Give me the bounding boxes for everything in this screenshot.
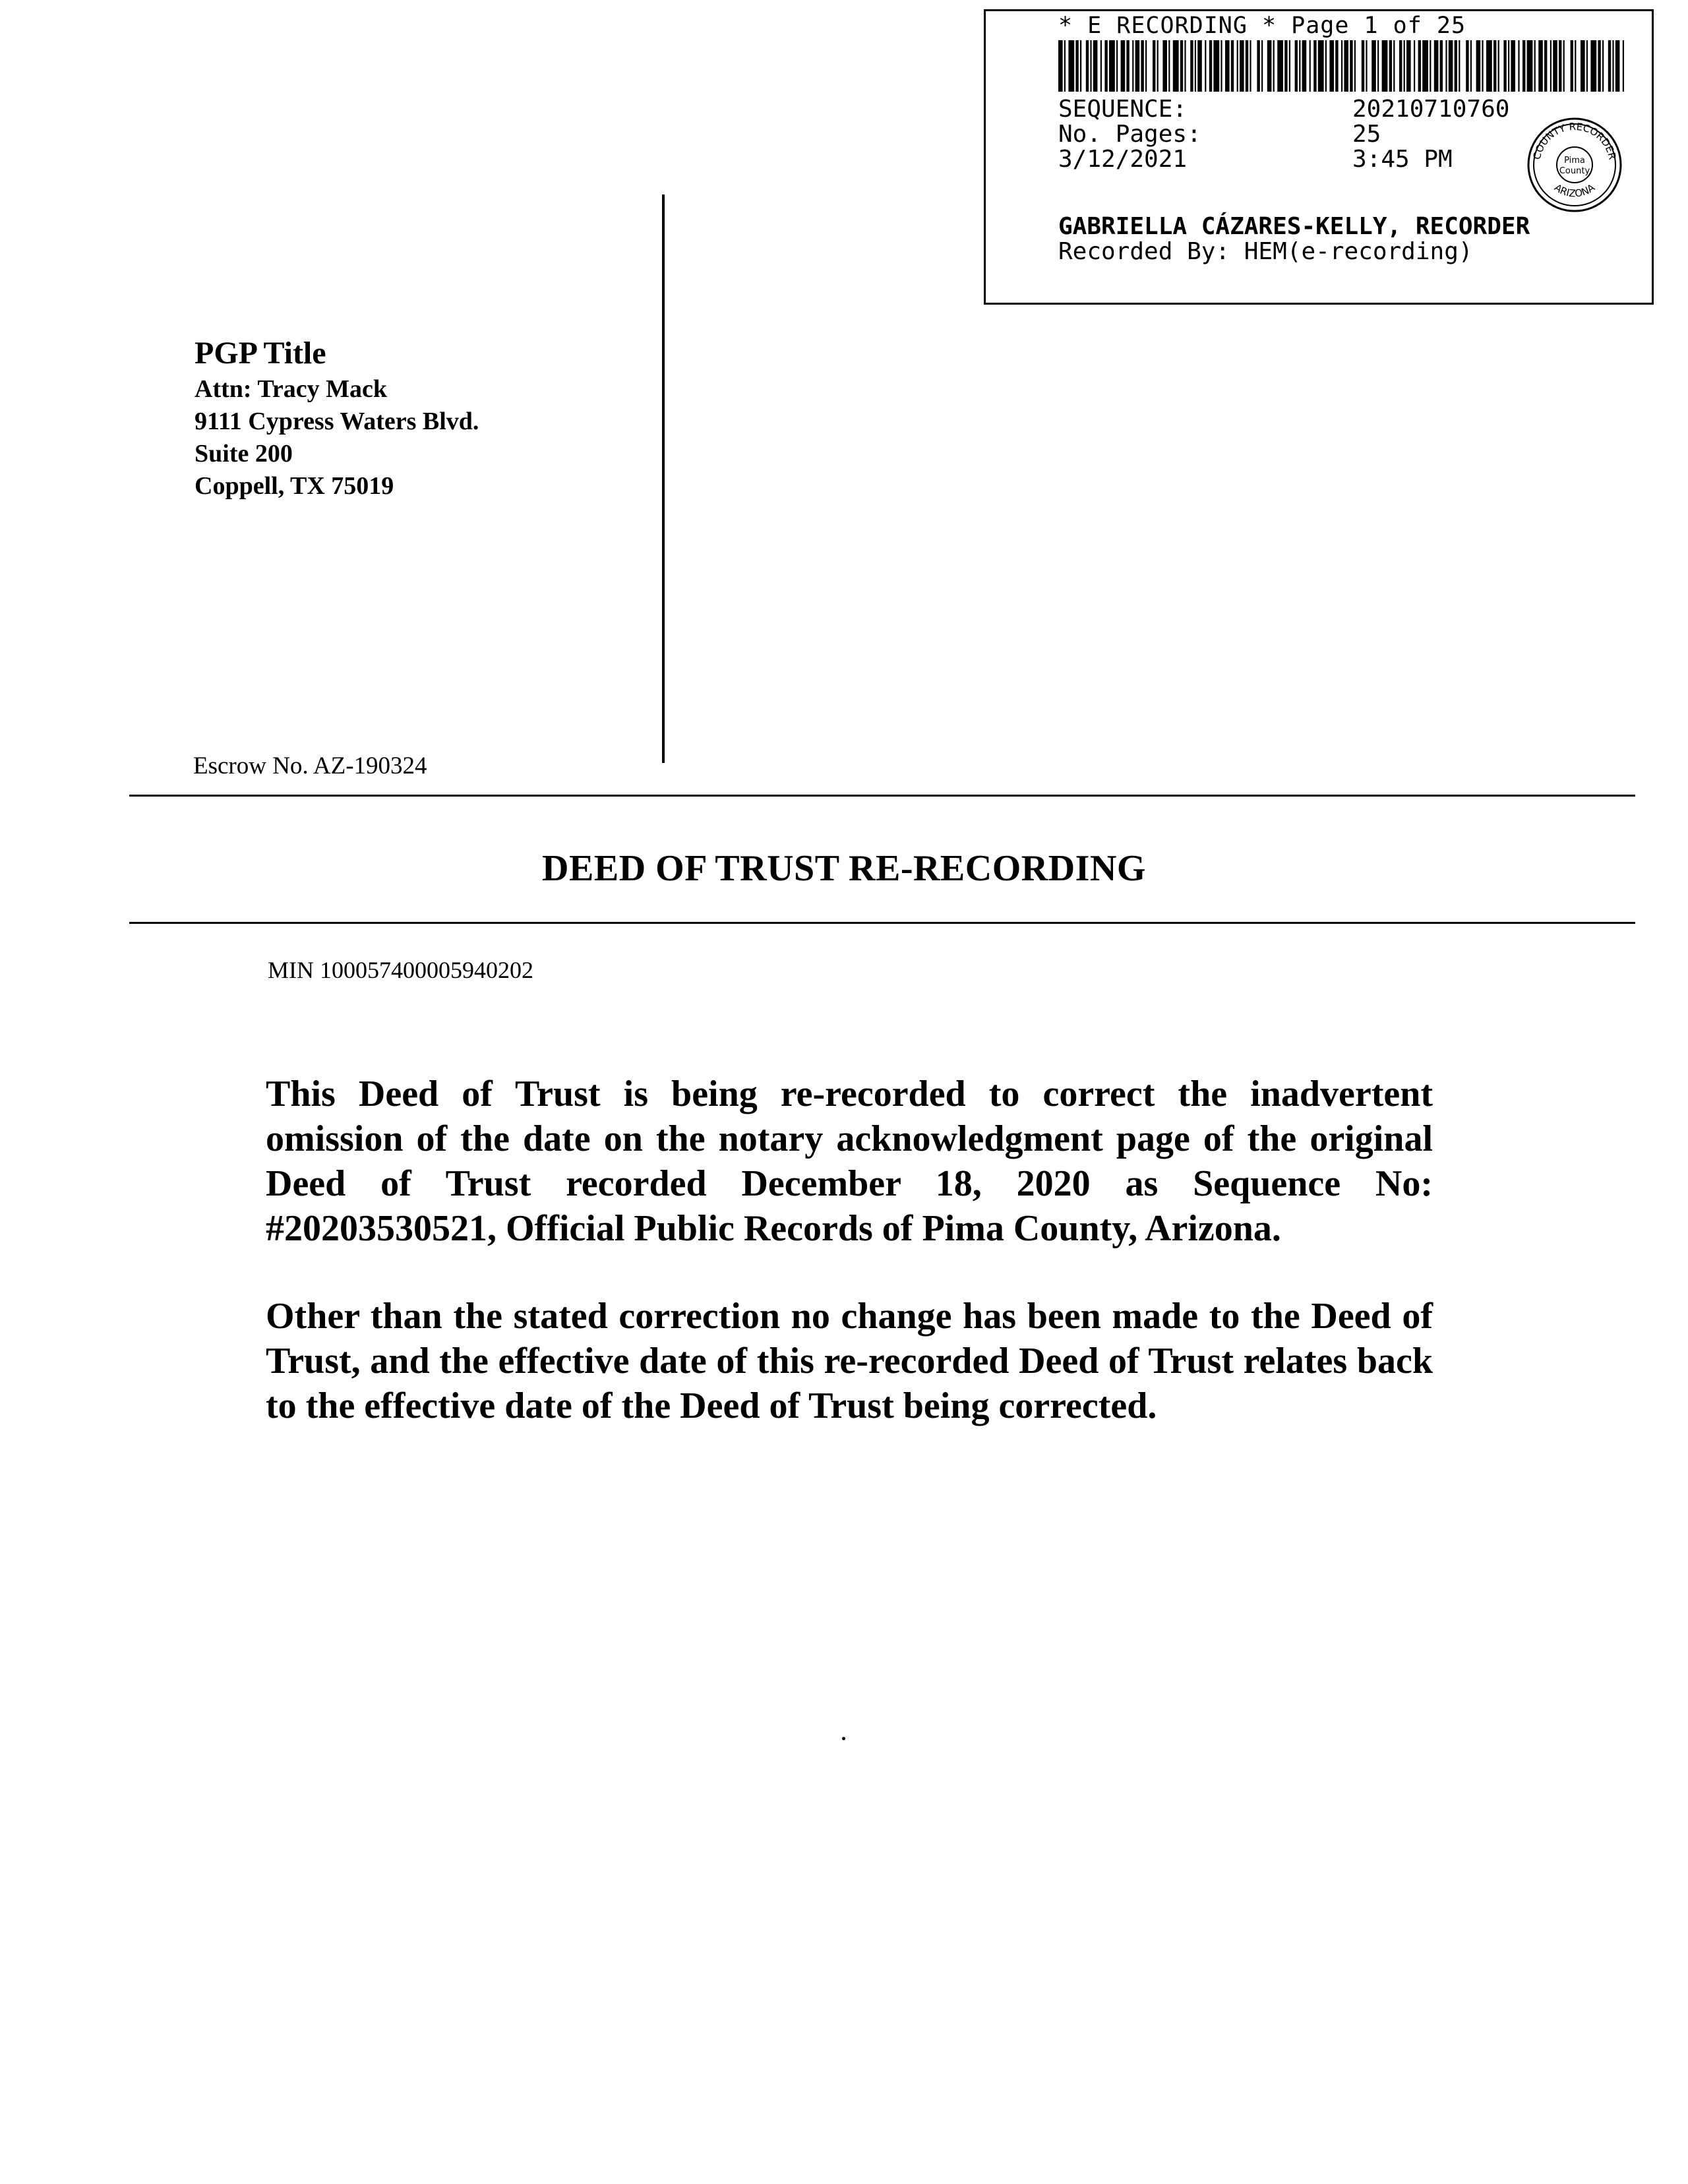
return-company: PGP Title <box>195 336 326 371</box>
svg-text:ARIZONA: ARIZONA <box>1552 181 1597 200</box>
svg-text:County: County <box>1559 166 1590 176</box>
rule-top <box>129 795 1635 797</box>
sequence-value: 20210710760 <box>1352 96 1510 123</box>
rule-bottom <box>129 922 1635 924</box>
min-number: MIN 100057400005940202 <box>268 957 533 983</box>
recorder-name: GABRIELLA CÁZARES-KELLY, RECORDER <box>1058 213 1530 240</box>
pages-label: No. Pages: <box>1058 121 1201 148</box>
return-suite: Suite 200 <box>195 440 293 468</box>
paragraph-effective-date: Other than the stated correction no change has been made to the Deed of Trust, and the effective date of this re-recorded Deed of Trust relates back to the effective date of the Deed of Trust being corrected. <box>266 1296 1433 1426</box>
stray-mark <box>842 1737 845 1740</box>
county-seal-icon <box>1525 115 1624 214</box>
recording-time: 3:45 PM <box>1352 146 1453 173</box>
svg-text:COUNTY RECORDER: COUNTY RECORDER <box>1530 120 1619 161</box>
recorder-stamp <box>984 9 1654 305</box>
stamp-header: * E RECORDING * Page 1 of 25 <box>1058 13 1466 39</box>
barcode-image <box>1058 40 1625 92</box>
recording-date: 3/12/2021 <box>1058 146 1188 173</box>
return-attn: Attn: Tracy Mack <box>195 375 387 403</box>
return-street: 9111 Cypress Waters Blvd. <box>195 408 479 435</box>
svg-text:Pima: Pima <box>1564 156 1585 166</box>
escrow-number: Escrow No. AZ-190324 <box>193 752 427 779</box>
recorded-by: Recorded By: HEM(e-recording) <box>1058 238 1473 265</box>
paragraph-correction: This Deed of Trust is being re-recorded to correct the inadvertent omission of the date on the notary acknowledgment page of the original Deed of Trust recorded December 18, 2020 as Sequence No: #20203530521, Official Public Records of Pima County, Arizona. <box>266 1074 1433 1249</box>
return-city: Coppell, TX 75019 <box>195 472 394 500</box>
pages-value: 25 <box>1352 121 1381 148</box>
document-title: DEED OF TRUST RE-RECORDING <box>542 848 1146 889</box>
vertical-divider <box>662 195 665 763</box>
sequence-label: SEQUENCE: <box>1058 96 1188 123</box>
